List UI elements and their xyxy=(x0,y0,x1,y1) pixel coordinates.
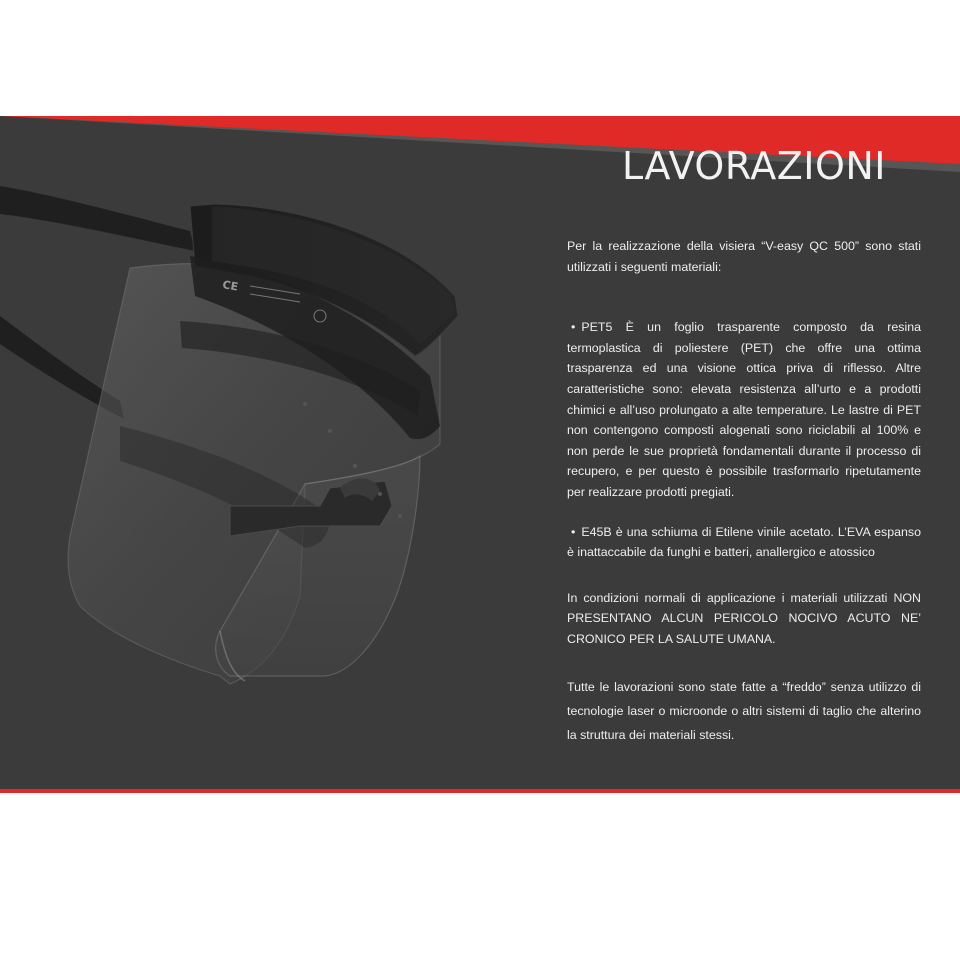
bottom-red-line xyxy=(0,789,960,793)
bullet-text: E45B è una schiuma di Etilene vinile acetato. L’EVA espanso è inattaccabile da funghi e batteri, anallergico e atossico xyxy=(567,524,921,560)
intro-paragraph: Per la realizzazione della visiera “V-easy QC 500” sono stati utilizzati i seguenti materiali: xyxy=(567,239,921,274)
dark-panel xyxy=(0,116,960,792)
bullet-marker: • xyxy=(571,524,576,539)
bullet-e45b xyxy=(567,522,921,563)
face-shield-image xyxy=(0,176,560,792)
bullet-pet5 xyxy=(567,317,921,502)
ce-mark: CE xyxy=(221,278,240,294)
safety-paragraph: In condizioni normali di applicazione i materiali utilizzati NON PRESENTANO ALCUN PERICOLO NOCIVO ACUTO NE’ CRONICO PER LA SALUTE UMANA. xyxy=(567,590,921,646)
bullet-text: PET5 È un foglio trasparente composto da resina termoplastica di poliestere (PET) che offre una ottima trasparenza ed una visione ottica priva di riflesso. Altre caratteristiche sono: elevata resistenza all’urto e a prodotti chimici e all’uso prolungato a alte temperature. Le lastre di PET non contengono composti alogenati sono riciclabili al 100% e non perde le sue proprietà fondamentali durante il processo di recupero, e per questo è possibile trasformarlo ripetutamente per realizzare prodotti pregiati. xyxy=(567,320,921,499)
closing-paragraph: Tutte le lavorazioni sono state fatte a “freddo” senza utilizzo di tecnologie laser o microonde o altri sistemi di taglio che alterino la struttura dei materiali stessi. xyxy=(567,679,921,742)
materials-text xyxy=(567,236,921,747)
page-title: LAVORAZIONI xyxy=(622,144,886,188)
bullet-marker: • xyxy=(571,320,576,335)
